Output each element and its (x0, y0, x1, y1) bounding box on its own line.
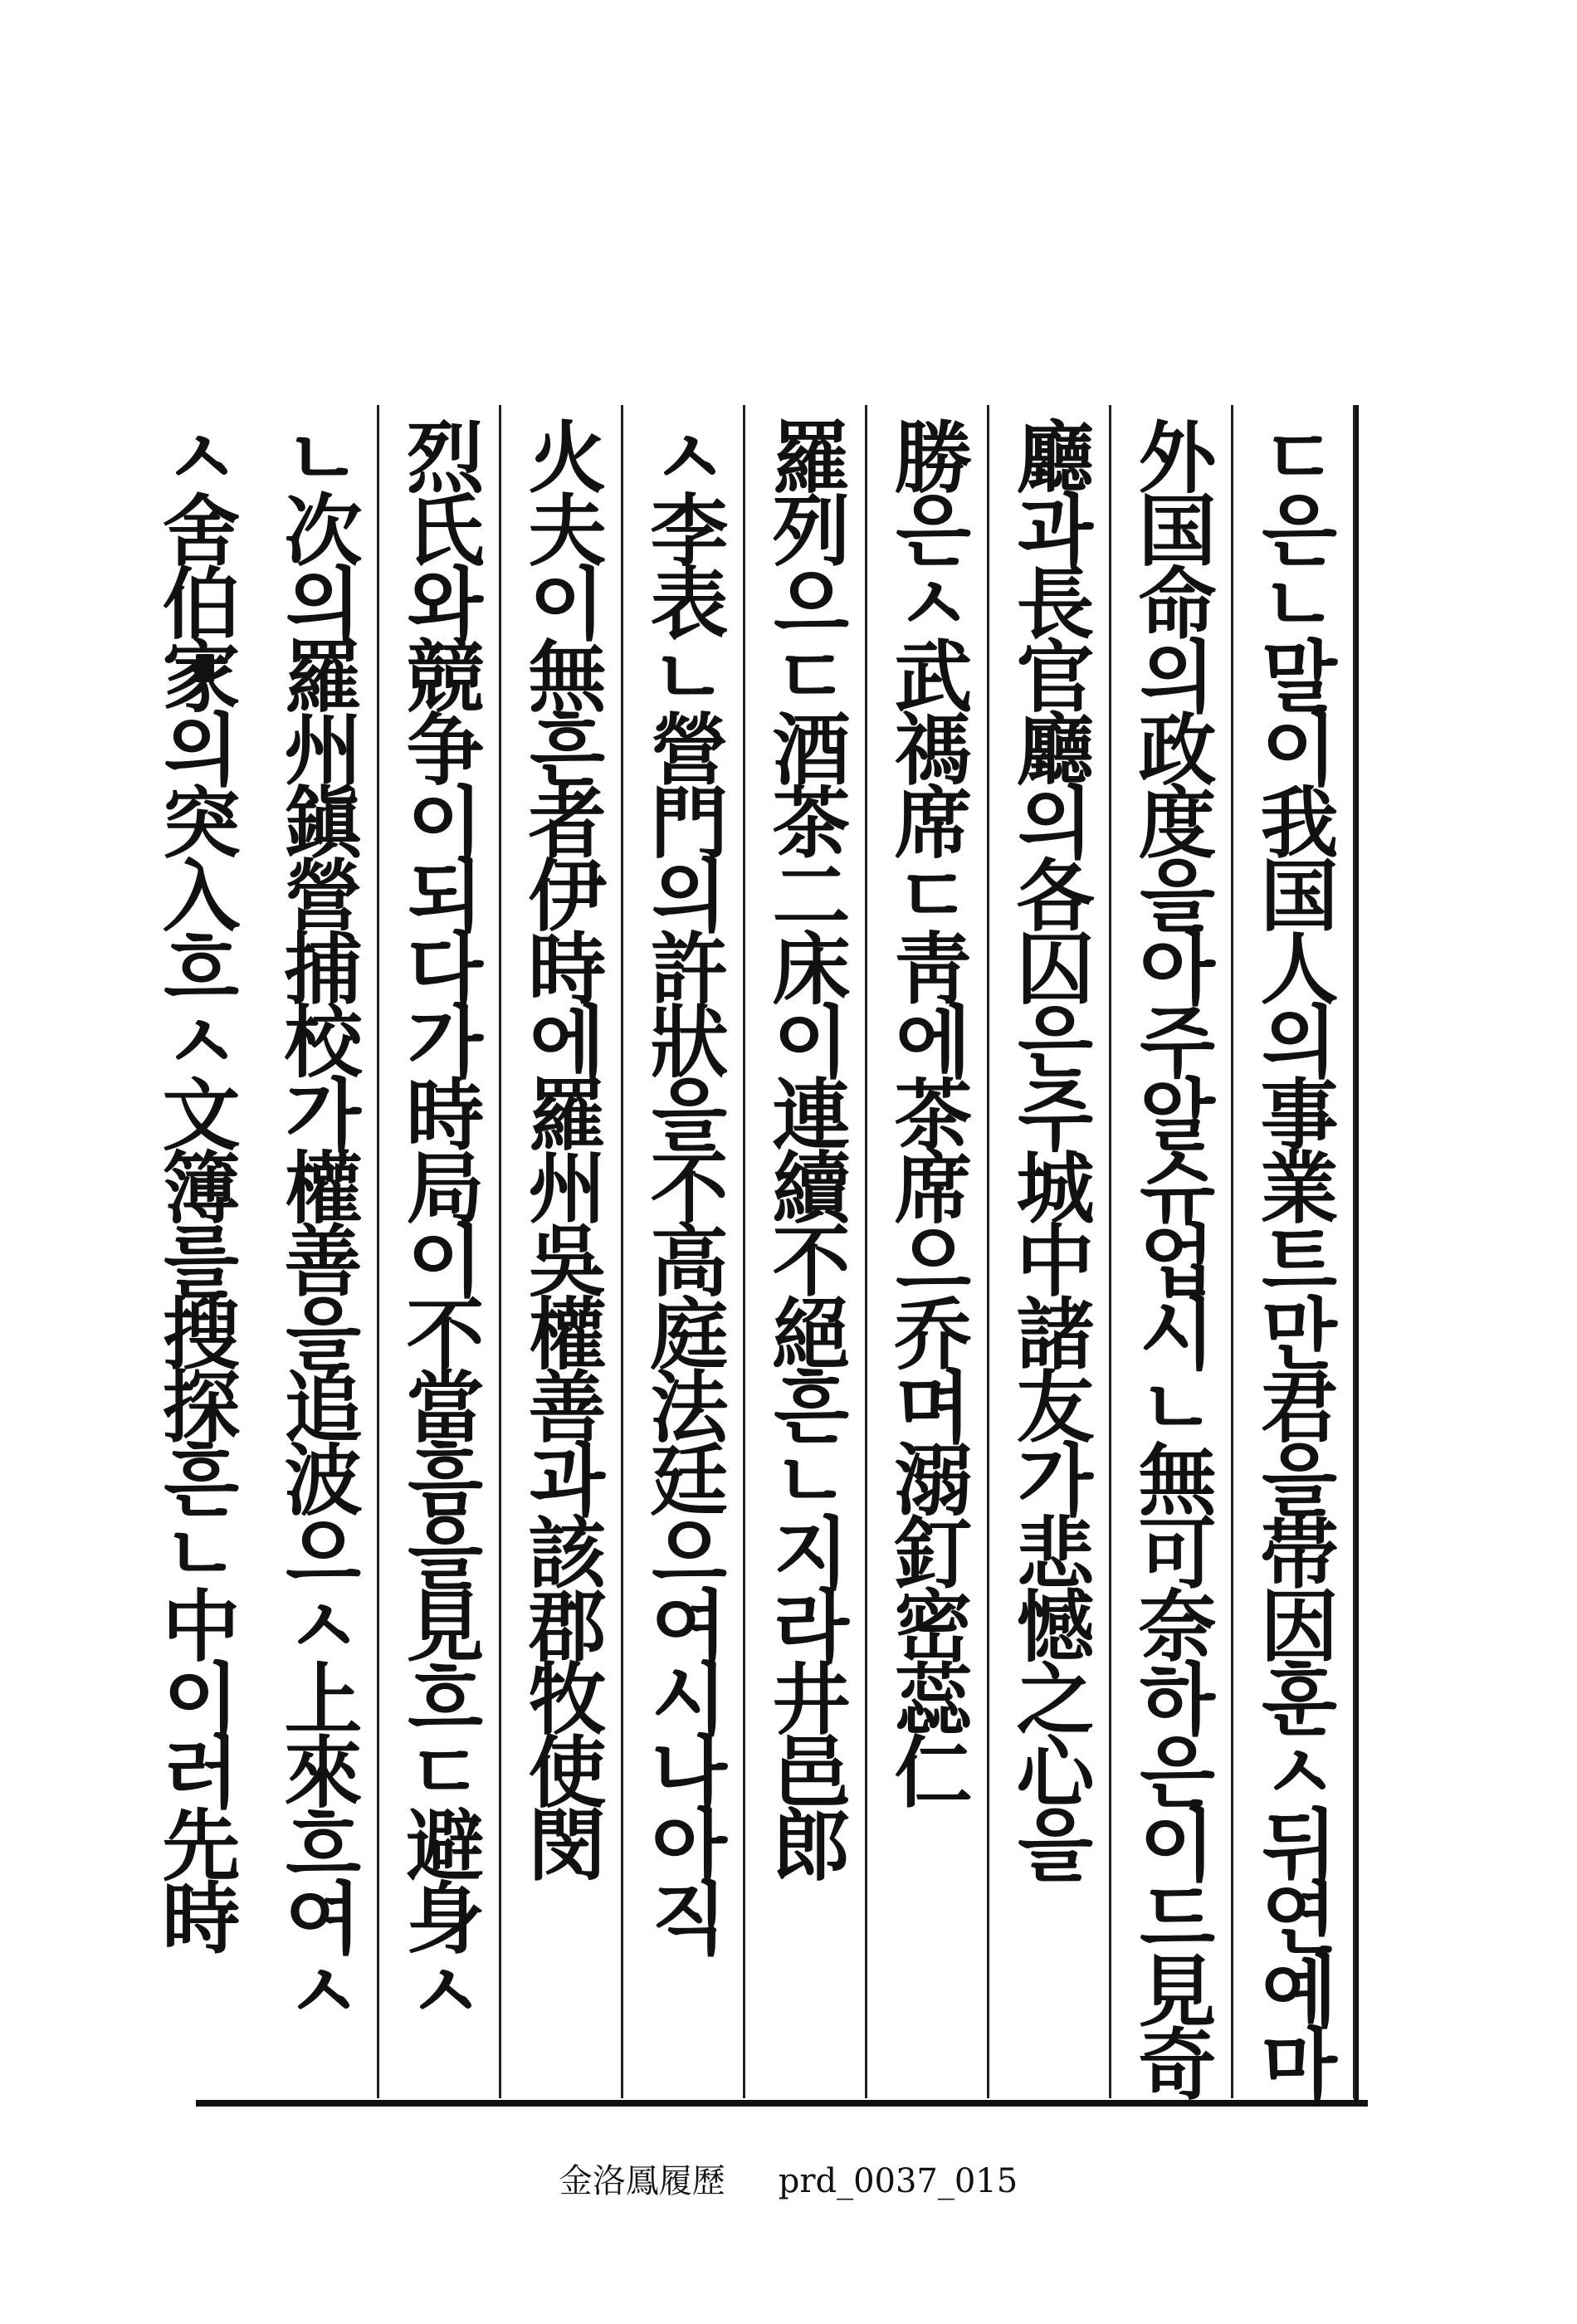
manuscript-column-3 (987, 405, 1110, 2098)
frame-bottom-rule (196, 2100, 1368, 2107)
column-text: 烈氏와競争이되다가時局이不當흠을見흐ㄷ避身ㅅ (393, 417, 484, 2024)
column-text: 火夫이無흔者伊時에羅州吳權善과該郡牧使閔 (515, 417, 606, 1877)
manuscript-column-4 (865, 405, 988, 2098)
manuscript-block (149, 405, 1368, 2107)
column-text: 羅列으ㄷ酒茶二床이連續不絕흔ㄴ지라井邑郎 (759, 417, 850, 1877)
manuscript-column-9 (255, 405, 378, 2098)
column-text: ㄷ은ㄴ말이我国人의事業트만君을帯因훈ㅅ뒤연예마 (1247, 417, 1338, 2097)
manuscript-column-10 (133, 405, 256, 2098)
manuscript-column-6 (621, 405, 744, 2098)
manuscript-column-2 (1109, 405, 1232, 2098)
column-text: ㅅ舍伯家의突入흐ㅅ文簿를搜探흔ㄴ中이러先時 (149, 417, 240, 1950)
manuscript-column-8 (377, 405, 500, 2098)
manuscript-column-7 (499, 405, 622, 2098)
document-title: 金洛鳳履歷 (559, 2162, 725, 2200)
column-text: 外国命의政度을아주알슈업시ㄴ無可奈하은이드見奇 (1125, 417, 1216, 2097)
manuscript-column-5 (743, 405, 866, 2098)
column-text: ㄴ次의羅州鎭營捕校가權善을追波으ㅅ上來흐여ㅅ (271, 417, 362, 2024)
column-text: 廳과長官廳의各囚은주城中諸友가悲憾之心을 (1003, 417, 1094, 1877)
column-text: 勝은ㅅ武禡席ㄷ靑에茶席으乔며溺釘密蕊仁 (881, 417, 972, 1804)
document-code: prd_0037_015 (778, 2162, 1018, 2200)
column-text: ㅅ李表ㄴ營門의許狀을不高庭法廷으여시나아직 (637, 417, 728, 1950)
page-footer (0, 2155, 1577, 2202)
manuscript-column-1 (1231, 405, 1354, 2098)
